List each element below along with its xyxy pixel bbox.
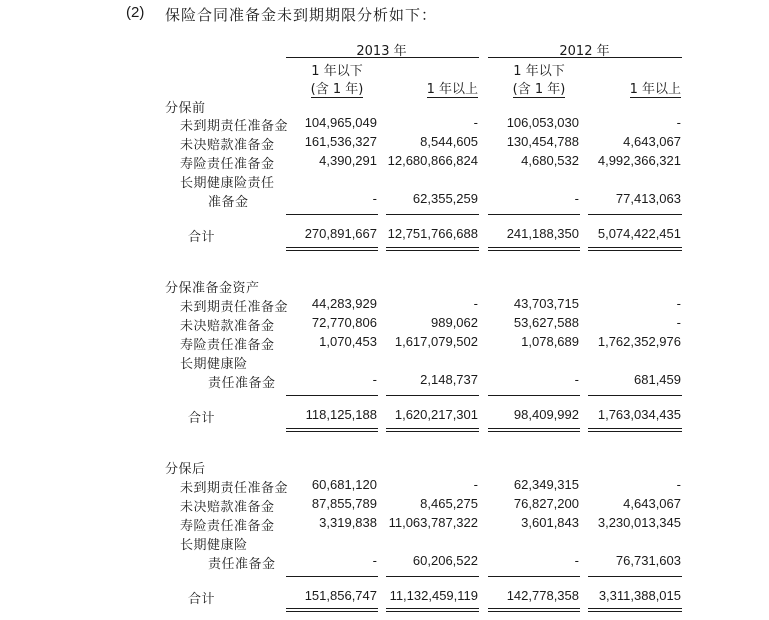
cell: -: [676, 315, 681, 330]
cell: 76,731,603: [615, 553, 681, 568]
total-rule: [386, 611, 479, 612]
cell: 76,827,200: [513, 496, 579, 511]
total-rule: [386, 428, 479, 429]
total-rule: [386, 608, 479, 609]
cell: 2,148,737: [420, 372, 478, 387]
year-2012-rule: [488, 57, 682, 58]
total-cell: 270,891,667: [304, 226, 377, 241]
section-title: 分保准备金资产: [165, 281, 260, 296]
cell: 3,319,838: [319, 515, 377, 530]
cell: 12,680,866,824: [387, 153, 478, 168]
total-label: 合计: [188, 411, 216, 426]
cell: 43,703,715: [513, 296, 579, 311]
row-label: 寿险责任准备金: [180, 519, 275, 534]
total-rule: [488, 247, 580, 248]
cell: -: [473, 115, 478, 130]
cell: 53,627,588: [513, 315, 579, 330]
col-2013-within-line2: (含 1 年): [310, 82, 364, 97]
row-label: 未到期责任准备金: [180, 481, 289, 496]
cell: 4,643,067: [623, 134, 681, 149]
cell: 104,965,049: [304, 115, 377, 130]
subtotal-rule: [286, 395, 378, 396]
cell: 72,770,806: [311, 315, 377, 330]
row-label: 长期健康险责任: [180, 176, 275, 191]
cell: -: [676, 296, 681, 311]
total-rule: [286, 247, 378, 248]
col-2013-within-line1: 1 年以下: [311, 64, 363, 79]
row-label-cont: 责任准备金: [208, 557, 276, 572]
cell: 77,413,063: [615, 191, 681, 206]
total-cell: 1,763,034,435: [597, 407, 681, 422]
row-label-cont: 责任准备金: [208, 376, 276, 391]
total-rule: [588, 250, 682, 251]
total-cell: 5,074,422,451: [597, 226, 681, 241]
subtotal-rule: [488, 395, 580, 396]
cell: -: [574, 553, 579, 568]
subtotal-rule: [286, 576, 378, 577]
subtotal-rule: [386, 395, 479, 396]
cell: -: [574, 191, 579, 206]
total-cell: 3,311,388,015: [598, 588, 681, 603]
subtotal-rule: [588, 576, 682, 577]
section-heading: 保险合同准备金未到期期限分析如下：: [165, 6, 438, 24]
total-cell: 11,132,459,119: [389, 588, 478, 603]
cell: 3,230,013,345: [597, 515, 681, 530]
col-2013-over: 1 年以上: [426, 82, 478, 97]
row-label: 未到期责任准备金: [180, 119, 289, 134]
row-label: 长期健康险: [180, 357, 248, 372]
subtotal-rule: [386, 214, 479, 215]
cell: 1,070,453: [319, 334, 377, 349]
cell: 11,063,787,322: [388, 515, 478, 530]
total-rule: [488, 250, 580, 251]
cell: 4,390,291: [319, 153, 377, 168]
total-cell: 151,856,747: [304, 588, 377, 603]
cell: 161,536,327: [304, 134, 377, 149]
cell: 4,643,067: [623, 496, 681, 511]
cell: 1,078,689: [521, 334, 579, 349]
total-cell: 118,125,188: [305, 407, 377, 422]
cell: -: [372, 553, 377, 568]
total-rule: [488, 431, 580, 432]
section-title: 分保后: [165, 462, 206, 477]
col-2012-over: 1 年以上: [629, 82, 681, 97]
total-cell: 142,778,358: [506, 588, 579, 603]
total-rule: [386, 247, 479, 248]
row-label-cont: 准备金: [208, 195, 249, 210]
total-rule: [286, 250, 378, 251]
cell: -: [473, 477, 478, 492]
cell: -: [676, 477, 681, 492]
subtotal-rule: [386, 576, 479, 577]
total-cell: 1,620,217,301: [394, 407, 478, 422]
cell: 87,855,789: [311, 496, 377, 511]
cell: 106,053,030: [506, 115, 579, 130]
cell: -: [676, 115, 681, 130]
year-2013-header: 2013 年: [356, 44, 407, 59]
row-label: 未决赔款准备金: [180, 138, 275, 153]
total-rule: [386, 431, 479, 432]
total-rule: [488, 428, 580, 429]
cell: -: [372, 372, 377, 387]
cell: 62,355,259: [412, 191, 478, 206]
cell: -: [372, 191, 377, 206]
row-label: 未决赔款准备金: [180, 319, 275, 334]
subtotal-rule: [286, 214, 378, 215]
total-rule: [588, 428, 682, 429]
cell: 8,465,275: [420, 496, 478, 511]
cell: -: [473, 296, 478, 311]
total-cell: 12,751,766,688: [387, 226, 478, 241]
cell: 60,206,522: [412, 553, 478, 568]
cell: 989,062: [431, 315, 478, 330]
year-2013-rule: [286, 57, 479, 58]
cell: 62,349,315: [513, 477, 579, 492]
total-cell: 98,409,992: [513, 407, 579, 422]
total-rule: [588, 431, 682, 432]
total-rule: [286, 431, 378, 432]
total-rule: [488, 608, 580, 609]
cell: 1,617,079,502: [394, 334, 478, 349]
cell: 3,601,843: [521, 515, 579, 530]
total-label: 合计: [188, 230, 216, 245]
total-rule: [286, 428, 378, 429]
total-rule: [488, 611, 580, 612]
total-rule: [286, 608, 378, 609]
section-number: (2): [126, 4, 145, 21]
cell: 681,459: [634, 372, 681, 387]
subtotal-rule: [488, 214, 580, 215]
total-rule: [588, 247, 682, 248]
total-rule: [286, 611, 378, 612]
row-label: 未决赔款准备金: [180, 500, 275, 515]
subtotal-rule: [588, 395, 682, 396]
col-2012-within-line2: (含 1 年): [512, 82, 566, 97]
section-title: 分保前: [165, 101, 206, 116]
total-rule: [386, 250, 479, 251]
subtotal-rule: [588, 214, 682, 215]
cell: 1,762,352,976: [597, 334, 681, 349]
total-label: 合计: [188, 592, 216, 607]
row-label: 未到期责任准备金: [180, 300, 289, 315]
cell: 60,681,120: [311, 477, 377, 492]
cell: 44,283,929: [311, 296, 377, 311]
row-label: 长期健康险: [180, 538, 248, 553]
row-label: 寿险责任准备金: [180, 338, 275, 353]
subtotal-rule: [488, 576, 580, 577]
cell: 4,680,532: [521, 153, 579, 168]
cell: -: [574, 372, 579, 387]
cell: 4,992,366,321: [597, 153, 681, 168]
total-cell: 241,188,350: [506, 226, 579, 241]
cell: 8,544,605: [420, 134, 478, 149]
total-rule: [588, 608, 682, 609]
cell: 130,454,788: [506, 134, 579, 149]
col-2012-within-line1: 1 年以下: [513, 64, 565, 79]
year-2012-header: 2012 年: [559, 44, 610, 59]
row-label: 寿险责任准备金: [180, 157, 275, 172]
total-rule: [588, 611, 682, 612]
